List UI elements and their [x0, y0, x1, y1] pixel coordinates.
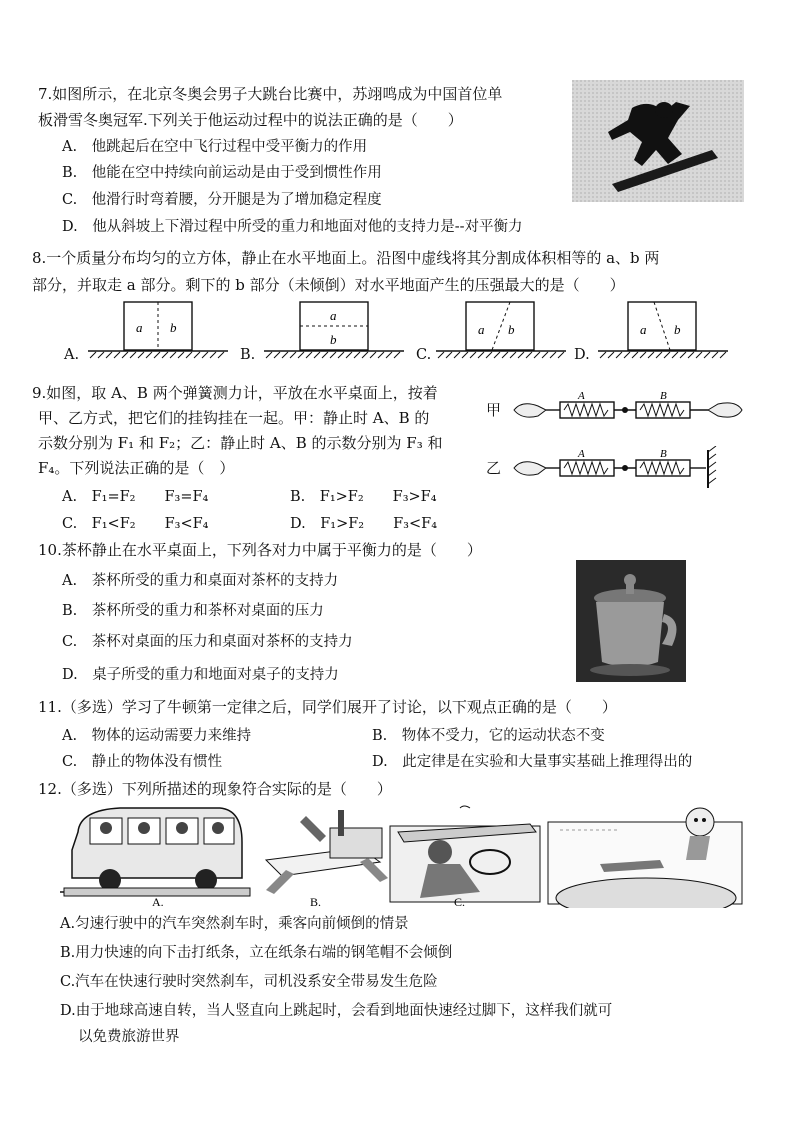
q10-stem: 10.茶杯静止在水平桌面上，下列各对力中属于平衡力的是（ ） — [38, 541, 482, 559]
q9-yi-label-b: B — [660, 448, 667, 460]
q8-figure-a — [88, 300, 228, 360]
q7-option-a: A. 他跳起后在空中飞行过程中受平衡力的作用 — [62, 139, 368, 155]
q12-option-d-line1: D.由于地球高速自转，当人竖直向上跳起时，会看到地面快速经过脚下，这样我们就可 — [60, 1003, 613, 1019]
q10-option-c: C. 茶杯对桌面的压力和桌面对茶杯的支持力 — [62, 634, 353, 650]
q7-option-d: D. 他从斜坡上下滑过程中所受的重力和地面对他的支持力是--对平衡力 — [62, 219, 523, 235]
snowboarder-photo — [572, 80, 744, 202]
q7-option-b: B. 他能在空中持续向前运动是由于受到惯性作用 — [62, 165, 382, 181]
q8-d-label-a: a — [640, 322, 647, 337]
q8-figure-d — [598, 300, 738, 360]
q8-c-label-b: b — [508, 322, 515, 337]
q9-stem-line4: F₄。下列说法正确的是（ ） — [38, 459, 235, 477]
q10-option-b: B. 茶杯所受的重力和茶杯对桌面的压力 — [62, 603, 324, 619]
q8-stem-line1: 8.一个质量分布均匀的立方体，静止在水平地面上。沿图中虚线将其分割成体积相等的 a、b 两 — [32, 249, 660, 267]
q10-option-a: A. 茶杯所受的重力和桌面对茶杯的支持力 — [62, 573, 339, 589]
q12-figure-b-paper-strip — [266, 810, 388, 908]
q9-label-yi: 乙 — [486, 459, 502, 477]
q12-figures — [60, 802, 746, 908]
q7-stem-line2: 板滑雪冬奥冠军.下列关于他运动过程中的说法正确的是（ ） — [38, 111, 463, 129]
q11-option-b: B. 物体不受力，它的运动状态不变 — [372, 728, 605, 744]
q9-stem-line1: 9.如图，取 A、B 两个弹簧测力计，平放在水平桌面上，按着 — [32, 384, 438, 402]
q9-option-d: D. F₁>F₂ F₃<F₄ — [290, 516, 438, 532]
q9-figure-jia — [512, 388, 744, 434]
q9-stem-line2: 甲、乙方式，把它们的挂钩挂在一起。甲：静止时 A、B 的 — [38, 409, 430, 427]
q8-a-label-b: b — [170, 320, 177, 335]
q11-option-a: A. 物体的运动需要力来维持 — [62, 728, 252, 744]
q8-figure-label-c: C. — [416, 347, 432, 363]
q9-figure-yi — [512, 446, 744, 492]
q11-option-c: C. 静止的物体没有惯性 — [62, 754, 223, 770]
q8-figure-c — [436, 300, 576, 360]
tea-cup-photo — [576, 560, 686, 682]
q8-b-label-a: a — [330, 308, 337, 323]
q9-jia-label-a: A — [578, 390, 585, 402]
q9-option-a: A. F₁=F₂ F₃=F₄ — [62, 489, 209, 505]
q9-stem-line3: 示数分别为 F₁ 和 F₂；乙：静止时 A、B 的示数分别为 F₃ 和 — [38, 434, 443, 452]
q9-yi-label-a: A — [578, 448, 585, 460]
q9-option-c: C. F₁<F₂ F₃<F₄ — [62, 516, 209, 532]
q12-figure-a-label: A. — [152, 895, 164, 908]
q11-stem: 11.（多选）学习了牛顿第一定律之后，同学们展开了讨论，以下观点正确的是（ ） — [38, 698, 617, 716]
q7-option-c: C. 他滑行时弯着腰，分开腿是为了增加稳定程度 — [62, 192, 382, 208]
q8-figure-label-a: A. — [64, 347, 80, 363]
q8-a-label-a: a — [136, 320, 143, 335]
q12-figure-a-bus — [60, 808, 250, 908]
q12-figure-d-earth-cartoon — [548, 808, 742, 908]
q8-b-label-b: b — [330, 332, 337, 347]
q7-stem-line1: 7.如图所示，在北京冬奥会男子大跳台比赛中，苏翊鸣成为中国首位单 — [38, 85, 503, 103]
q12-option-b: B.用力快速的向下击打纸条，立在纸条右端的钢笔帽不会倾倒 — [60, 945, 453, 961]
q10-option-d: D. 桌子所受的重力和地面对桌子的支持力 — [62, 667, 339, 683]
q9-option-b: B. F₁>F₂ F₃>F₄ — [290, 489, 437, 505]
q12-figure-c-driver — [390, 806, 540, 908]
q8-figure-label-b: B. — [240, 347, 256, 363]
q11-option-d: D. 此定律是在实验和大量事实基础上推理得出的 — [372, 754, 693, 770]
q8-figure-label-d: D. — [574, 347, 590, 363]
q12-option-d-line2: 以免费旅游世界 — [78, 1029, 180, 1045]
q12-figure-b-label: B. — [310, 895, 322, 908]
q12-figure-c-label: C. — [454, 895, 466, 908]
q9-jia-label-b: B — [660, 390, 667, 402]
q8-c-label-a: a — [478, 322, 485, 337]
q8-stem-line2: 部分，并取走 a 部分。剩下的 b 部分（未倾倒）对水平地面产生的压强最大的是（ ） — [32, 276, 625, 294]
q12-stem: 12.（多选）下列所描述的现象符合实际的是（ ） — [38, 780, 392, 798]
q8-d-label-b: b — [674, 322, 681, 337]
q12-option-a: A.匀速行驶中的汽车突然刹车时，乘客向前倾倒的情景 — [60, 916, 409, 932]
q12-option-c: C.汽车在快速行驶时突然刹车，司机没系安全带易发生危险 — [60, 974, 438, 990]
q9-label-jia: 甲 — [486, 401, 502, 419]
q8-figure-b — [264, 300, 404, 360]
